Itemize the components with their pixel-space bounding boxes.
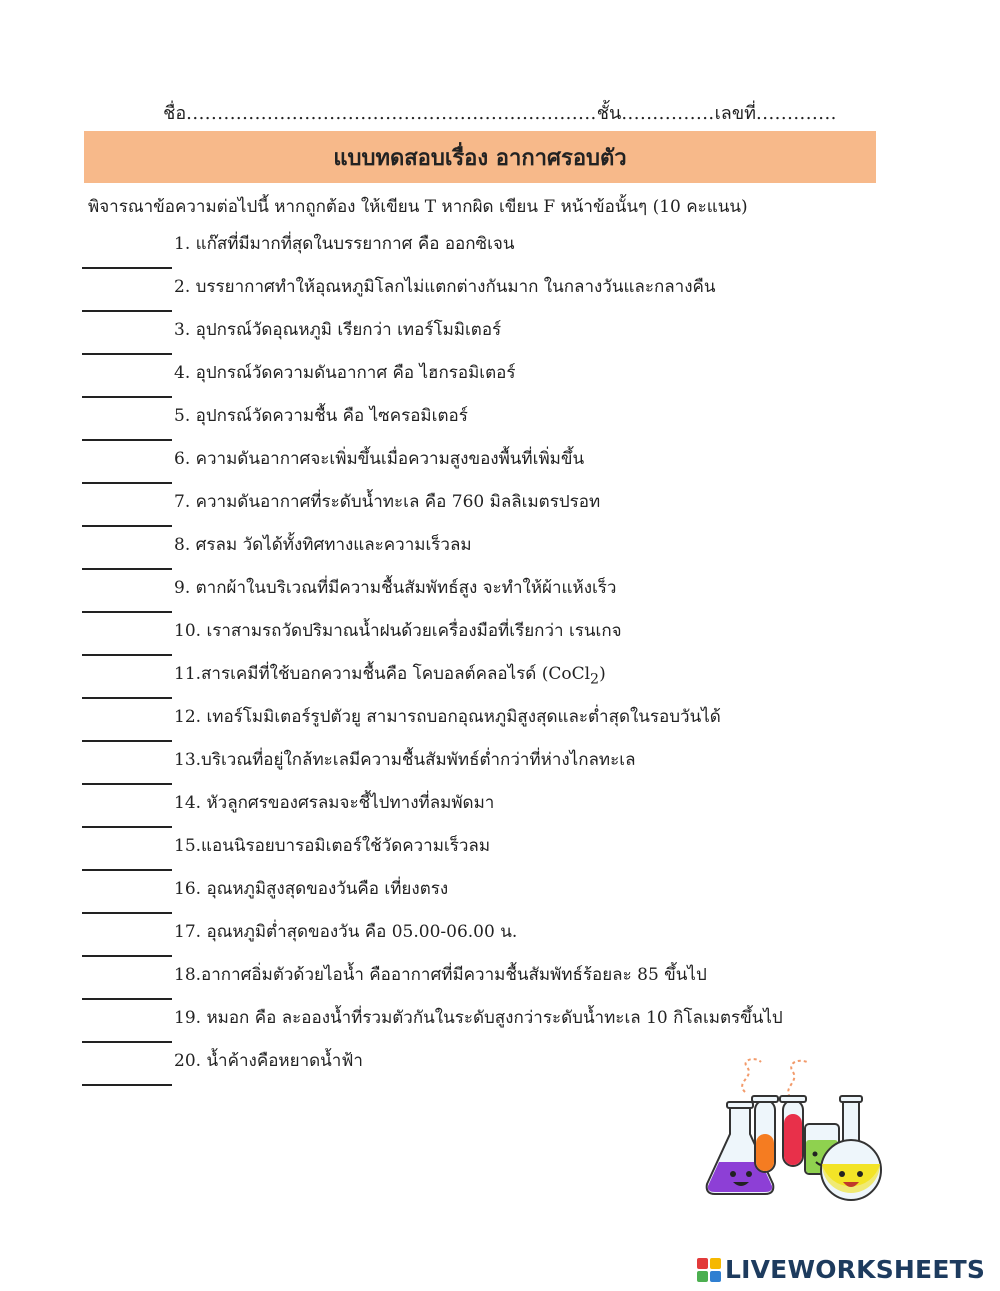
number-blank[interactable]: ............. (756, 103, 837, 124)
question-statement: 10. เราสามรถวัดปริมาณน้ำฝนด้วยเครื่องมือที่เรียกว่า เรนเกจ (174, 621, 622, 641)
orange-tube-icon (752, 1096, 778, 1172)
question-statement: 14. หัวลูกศรของศรลมจะชี้ไปทางที่ลมพัดมา (174, 793, 495, 813)
page-title: แบบทดสอบเรื่อง อากาศรอบตัว (333, 144, 627, 171)
answer-blank-input[interactable] (82, 413, 172, 441)
answer-blank-input[interactable] (82, 585, 172, 613)
question-statement: 17. อุณหภูมิต่ำสุดของวัน คือ 05.00-06.00 น. (174, 922, 518, 942)
answer-blank-input[interactable] (82, 1015, 172, 1043)
number-label: เลขที่ (714, 103, 756, 124)
question-row (0, 269, 1000, 312)
question-row (0, 527, 1000, 570)
question-statement: 5. อุปกรณ์วัดความชื้น คือ ไซครอมิเตอร์ (174, 406, 468, 426)
question-row (0, 699, 1000, 742)
question-row (0, 398, 1000, 441)
question-row (0, 656, 1000, 699)
question-text (174, 961, 707, 988)
question-statement: 9. ตากผ้าในบริเวณที่มีความชื้นสัมพัทธ์สูง จะทำให้ผ้าแห้งเร็ว (174, 578, 617, 598)
question-text (174, 531, 472, 558)
answer-blank-input[interactable] (82, 757, 172, 785)
question-statement: 15.แอนนิรอยบารอมิเตอร์ใช้วัดความเร็วลม (174, 836, 491, 856)
question-statement: 18.อากาศอิ่มตัวด้วยไอน้ำ คืออากาศที่มีความชื้นสัมพัทธ์ร้อยละ 85 ขึ้นไป (174, 965, 707, 985)
answer-blank-input[interactable] (82, 1058, 172, 1086)
question-statement: 19. หมอก คือ ละอองน้ำที่รวมตัวกันในระดับสูงกว่าระดับน้ำทะเล 10 กิโลเมตรขึ้นไป (174, 1008, 783, 1028)
brand-name: LIVEWORKSHEETS (725, 1255, 986, 1284)
name-blank[interactable]: .................................................................. (186, 103, 597, 124)
question-text (174, 832, 490, 859)
name-label: ชื่อ (163, 103, 187, 124)
answer-blank-input[interactable] (82, 241, 172, 269)
question-text (174, 660, 606, 687)
question-text (174, 359, 515, 386)
answer-blank-input[interactable] (82, 284, 172, 312)
question-text (174, 746, 636, 773)
question-statement: 6. ความดันอากาศจะเพิ่มขึ้นเมื่อความสูงของพื้นที่เพิ่มขึ้น (174, 449, 585, 469)
answer-blank-input[interactable] (82, 972, 172, 1000)
question-row (0, 355, 1000, 398)
question-statement: 7. ความดันอากาศที่ระดับน้ำทะเล คือ 760 มิลลิเมตรปรอท (174, 492, 601, 512)
question-text (174, 1004, 783, 1031)
answer-blank-input[interactable] (82, 843, 172, 871)
liveworksheets-logo-icon (697, 1258, 721, 1282)
question-statement: 16. อุณหภูมิสูงสุดของวันคือ เที่ยงตรง (174, 879, 449, 899)
lab-flasks-illustration (695, 1052, 895, 1202)
answer-blank-input[interactable] (82, 886, 172, 914)
answer-blank-input[interactable] (82, 327, 172, 355)
question-text (174, 273, 716, 300)
answer-blank-input[interactable] (82, 714, 172, 742)
answer-blank-input[interactable] (82, 456, 172, 484)
question-statement: 20. น้ำค้างคือหยาดน้ำฟ้า (174, 1051, 363, 1071)
title-banner (84, 131, 876, 183)
question-text (174, 230, 514, 257)
question-row (0, 570, 1000, 613)
question-row (0, 828, 1000, 871)
question-row (0, 312, 1000, 355)
question-statement: 11.สารเคมีที่ใช้บอกความชื้นคือ โคบอลต์คลอไรด์ (CoCl (174, 664, 591, 684)
question-statement: 8. ศรลม วัดได้ทั้งทิศทางและความเร็วลม (174, 535, 472, 555)
question-row (0, 957, 1000, 1000)
question-statement: 1. แก๊สที่มีมากที่สุดในบรรยากาศ คือ ออกซิเจน (174, 234, 515, 254)
instruction-text: พิจารณาข้อความต่อไปนี้ หากถูกต้อง ให้เขียน T หากผิด เขียน F หน้าข้อนั้นๆ (10 คะแนน) (88, 197, 748, 217)
question-text (174, 316, 501, 343)
class-blank[interactable]: ............... (621, 103, 715, 124)
question-text (174, 875, 448, 902)
question-text (174, 918, 517, 945)
question-statement: 13.บริเวณที่อยู่ใกล้ทะเลมีความชื้นสัมพัทธ์ต่ำกว่าที่ห่างไกลทะเล (174, 750, 636, 770)
formula-subscript: 2 (590, 671, 600, 688)
question-text (174, 703, 721, 730)
question-text (174, 445, 584, 472)
question-statement: 2. บรรยากาศทำให้อุณหภูมิโลกไม่แตกต่างกันมาก ในกลางวันและกลางคืน (174, 277, 716, 297)
student-info-line (0, 98, 1000, 127)
question-text (174, 488, 600, 515)
question-text (174, 617, 622, 644)
answer-blank-input[interactable] (82, 542, 172, 570)
question-row (0, 871, 1000, 914)
yellow-flask-icon (821, 1096, 881, 1200)
question-row (0, 613, 1000, 656)
question-text (174, 789, 494, 816)
answer-blank-input[interactable] (82, 499, 172, 527)
formula-suffix: ) (599, 664, 606, 684)
question-text (174, 1047, 363, 1074)
class-label: ชั้น (596, 103, 622, 124)
answer-blank-input[interactable] (82, 800, 172, 828)
question-row (0, 441, 1000, 484)
question-row (0, 484, 1000, 527)
question-statement: 12. เทอร์โมมิเตอร์รูปตัวยู สามารถบอกอุณหภูมิสูงสุดและต่ำสุดในรอบวันได้ (174, 707, 721, 727)
answer-blank-input[interactable] (82, 628, 172, 656)
answer-blank-input[interactable] (82, 671, 172, 699)
question-row (0, 1000, 1000, 1043)
answer-blank-input[interactable] (82, 929, 172, 957)
answer-blank-input[interactable] (82, 370, 172, 398)
question-row (0, 742, 1000, 785)
question-row (0, 785, 1000, 828)
question-row (0, 226, 1000, 269)
question-text (174, 402, 468, 429)
question-statement: 4. อุปกรณ์วัดความดันอากาศ คือ ไฮกรอมิเตอร์ (174, 363, 516, 383)
question-statement: 3. อุปกรณ์วัดอุณหภูมิ เรียกว่า เทอร์โมมิเตอร์ (174, 320, 502, 340)
red-tube-icon (780, 1096, 806, 1166)
question-row (0, 914, 1000, 957)
liveworksheets-brand[interactable] (697, 1255, 985, 1284)
question-text (174, 574, 616, 601)
